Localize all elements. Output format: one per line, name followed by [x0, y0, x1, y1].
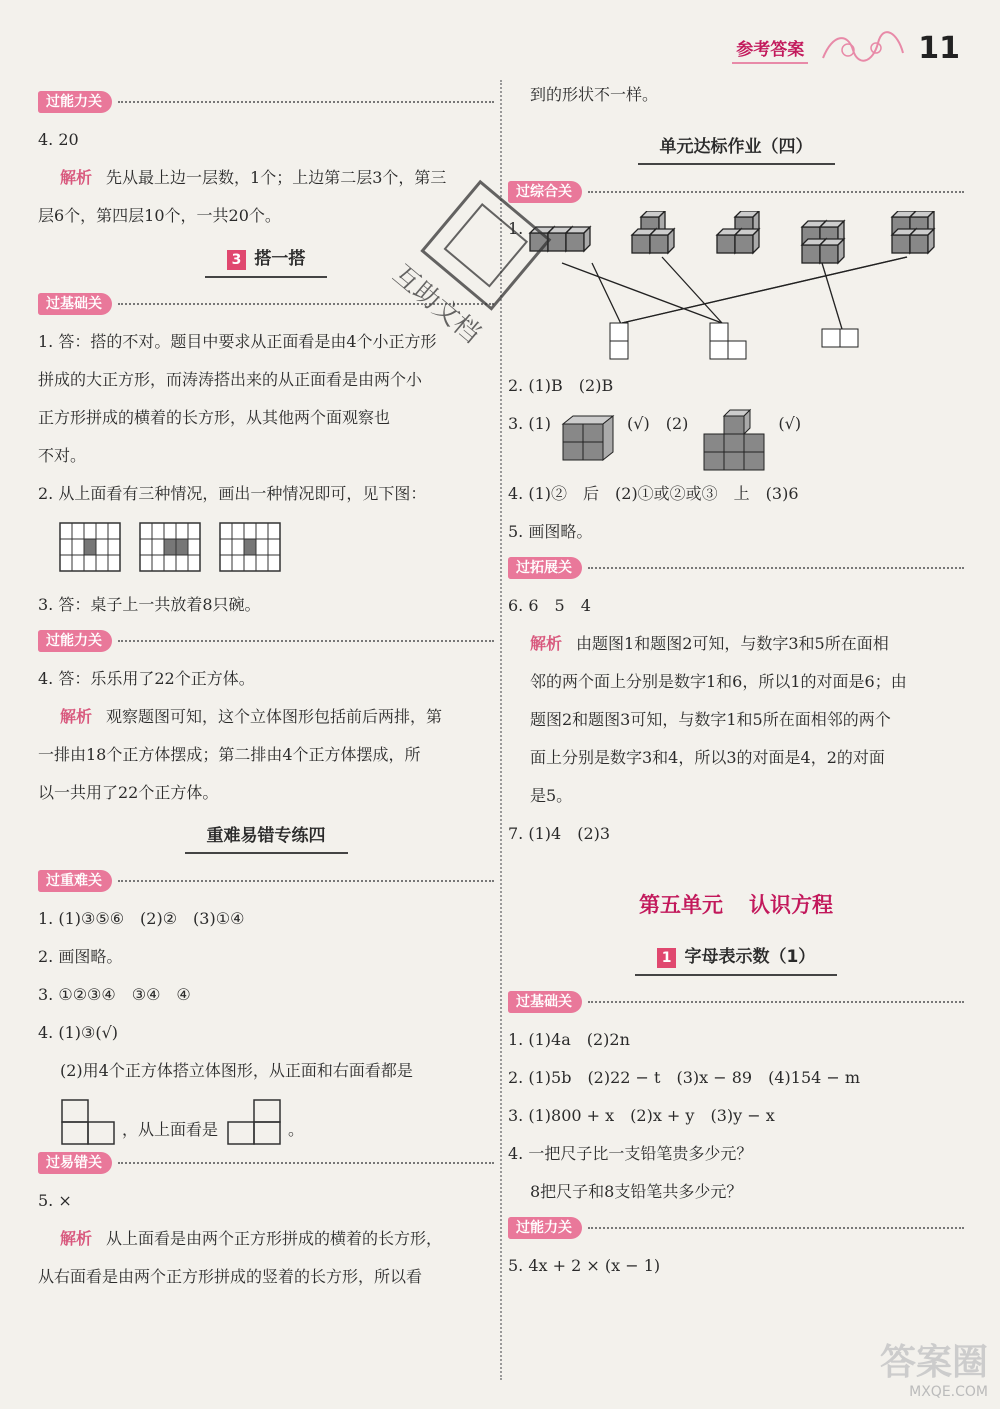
analysis-label: 解析 [60, 168, 93, 187]
answer-line: 1. (1)4a (2)2n [508, 1030, 630, 1049]
answer-line: 5. × [38, 1191, 72, 1210]
answer-text: 。 [288, 1120, 305, 1139]
page-number: 11 [918, 30, 960, 66]
section-tag-row [508, 1215, 964, 1241]
answer-line: 4. (1)② 后 (2)①或②或③ 上 (3)6 [508, 484, 799, 503]
section-tag: 过基础关 [508, 991, 582, 1013]
answer-text: ，从上面看是 [122, 1120, 219, 1139]
analysis-text: 先从最上边一层数，1个；上边第二层3个，第三 [106, 168, 447, 187]
grid-option-2 [140, 523, 200, 571]
question-number: 1. [508, 219, 524, 238]
stamp-watermark-icon [380, 160, 580, 360]
analysis-label: 解析 [60, 707, 93, 726]
section-title-text: 单元达标作业（四） [638, 133, 835, 165]
section-tag: 过能力关 [508, 1217, 582, 1239]
answer-line: (2)用4个正方体搭立体图形，从正面和右面看都是 [60, 1061, 413, 1080]
grid-option-1 [60, 523, 120, 571]
answer-line: 3. 答：桌子上一共放着8只碗。 [38, 595, 261, 614]
grid-option-3 [220, 523, 280, 571]
analysis-text: 从上面看是由两个正方形拼成的横着的长方形， [106, 1229, 443, 1248]
answer-text: 3. (1) [508, 414, 552, 433]
answer-line: 4. 20 [38, 130, 79, 149]
answer-line: 不对。 [38, 446, 87, 465]
answer-line: 是5。 [530, 786, 573, 805]
section-tag-row [38, 89, 494, 115]
unit-title [508, 895, 964, 915]
section-tag-row [38, 628, 494, 654]
decorative-swirl-icon [818, 28, 908, 68]
answer-line: 6. 6 5 4 [508, 596, 591, 615]
matching-svg [522, 211, 962, 361]
section-tag: 过能力关 [38, 630, 112, 652]
cube-shape-3 [717, 211, 759, 253]
section-tag: 过易错关 [38, 1152, 112, 1174]
analysis-label: 解析 [60, 1229, 93, 1248]
reference-answer-label: 参考答案 [732, 33, 808, 64]
answer-text: (√) (2) [627, 414, 689, 433]
section-title [38, 822, 494, 858]
cube-shape-4 [802, 221, 844, 263]
answer-line: 正方形拼成的横着的长方形，从其他两个面观察也 [38, 408, 391, 427]
front-right-view-shape [60, 1098, 116, 1146]
watermark-url: MXQE.COM [909, 1384, 988, 1400]
section-tag: 过重难关 [38, 870, 112, 892]
unit-name: 认识方程 [749, 893, 833, 917]
answer-line: 1. 答：搭的不对。题目中要求从正面看是由4个小正方形 [38, 332, 437, 351]
answer-line: 从右面看是由两个正方形拼成的竖着的长方形，所以看 [38, 1267, 423, 1286]
analysis-line [38, 1220, 494, 1258]
stamp-text: 互助文档 [386, 259, 486, 350]
section-tag: 过拓展关 [508, 557, 582, 579]
analysis-text: 观察题图可知，这个立体图形包括前后两排，第 [106, 707, 443, 726]
section-tag-row [508, 989, 964, 1015]
section-tag-row [38, 868, 494, 894]
answer-line: 2. (1)B (2)B [508, 376, 614, 395]
section-title [508, 943, 964, 979]
cube-stair-figure [698, 408, 768, 472]
answer-line: 一排由18个正方体摆成；第二排由4个正方体摆成，所 [38, 745, 421, 764]
answer-line: 4. 答：乐乐用了22个正方体。 [38, 669, 255, 688]
section-title-text: 字母表示数（1） [684, 947, 816, 967]
section-tag: 过能力关 [38, 91, 112, 113]
answer-line: 到的形状不一样。 [530, 85, 659, 104]
unit-number: 第五单元 [639, 893, 723, 917]
section-tag: 过综合关 [508, 181, 582, 203]
section-title-text: 重难易错专练四 [185, 822, 348, 854]
analysis-text: 由题图1和题图2可知，与数字3和5所在面相 [576, 634, 889, 653]
answer-line: 5. 4x + 2 × (x − 1) [508, 1256, 661, 1275]
answer-line: 邻的两个面上分别是数字1和6，所以1的对面是6；由 [530, 672, 907, 691]
view-shape-c [822, 329, 858, 347]
top-view-shape [226, 1098, 282, 1146]
answer-line: 层6个，第四层10个，一共20个。 [38, 206, 281, 225]
answer-line: 4. (1)③(√) [38, 1023, 119, 1042]
answer-line-with-figures [38, 1090, 494, 1146]
answer-line: 8把尺子和8支铅笔共多少元？ [530, 1182, 743, 1201]
cube-block-figure [561, 414, 617, 464]
answer-line: 面上分别是数字3和4，所以3的对面是4，2的对面 [530, 748, 885, 767]
analysis-line [38, 698, 494, 736]
analysis-line [508, 625, 964, 663]
view-shape-a [610, 323, 628, 359]
answer-line: 1. (1)③⑤⑥ (2)② (3)①④ [38, 909, 245, 928]
answer-line: 以一共用了22个正方体。 [38, 783, 219, 802]
answer-line: 5. 画图略。 [508, 522, 593, 541]
answer-line: 拼成的大正方形，而涛涛搭出来的从正面看是由两个小 [38, 370, 423, 389]
cube-shape-5 [892, 211, 934, 253]
watermark-logo-text: 答案圈 [879, 1342, 988, 1383]
section-tag-row [508, 555, 964, 581]
answer-line: 题图2和题图3可知，与数字1和5所在面相邻的两个 [530, 710, 891, 729]
answer-line-with-figures [508, 405, 964, 475]
section-badge: 3 [227, 250, 247, 270]
view-shape-b [710, 323, 746, 359]
grid-figure-svg [38, 519, 298, 575]
site-watermark [880, 1343, 988, 1401]
answer-text: (√) [778, 414, 802, 433]
section-tag: 过基础关 [38, 293, 112, 315]
section-tag-row [38, 1150, 494, 1176]
answer-line: 3. ①②③④ ③④ ④ [38, 985, 191, 1004]
answer-line: 2. 从上面看有三种情况，画出一种情况即可，见下图： [38, 484, 427, 503]
answer-line: 2. 画图略。 [38, 947, 123, 966]
top-view-grids-figure [38, 519, 494, 580]
section-title-text: 搭一搭 [254, 249, 306, 269]
answer-line: 2. (1)5b (2)22 − t (3)x − 89 (4)154 − m [508, 1068, 861, 1087]
answer-line: 4. 一把尺子比一支铅笔贵多少元？ [508, 1144, 753, 1163]
page-header [732, 28, 960, 68]
answer-line: 3. (1)800 + x (2)x + y (3)y − x [508, 1106, 775, 1125]
answer-line: 7. (1)4 (2)3 [508, 824, 611, 843]
cube-shape-2 [632, 211, 674, 253]
analysis-label: 解析 [530, 634, 563, 653]
section-badge: 1 [657, 948, 677, 968]
